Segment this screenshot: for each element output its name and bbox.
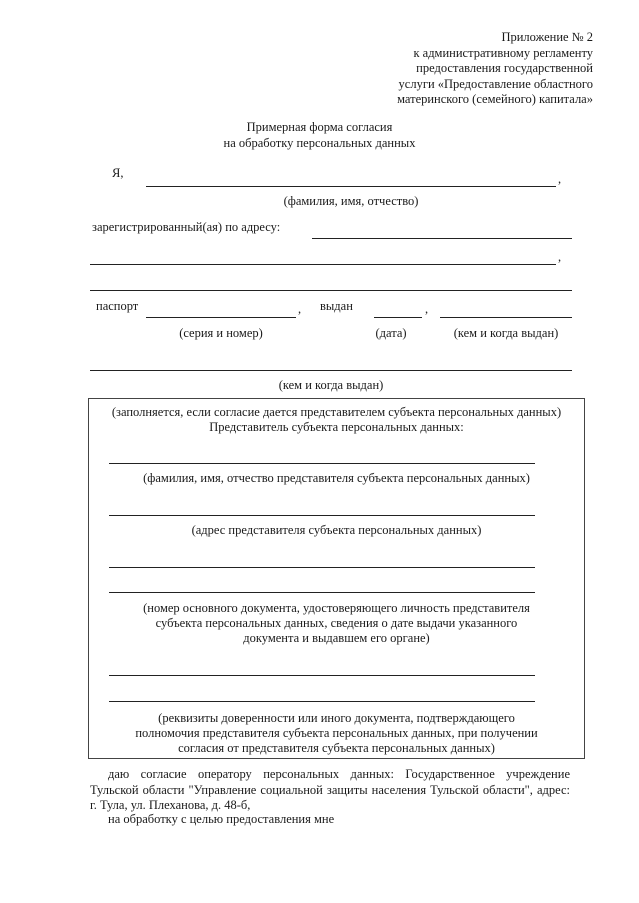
representative-box <box>88 398 585 759</box>
rep-fio-caption: (фамилия, имя, отчество представителя субъекта персональных данных) <box>143 471 530 485</box>
appendix-line-5: материнского (семейного) капитала» <box>397 92 593 106</box>
address-line-2[interactable] <box>90 264 556 265</box>
rep-doc-caption-2: субъекта персональных данных, сведения о дате выдачи указанного <box>155 616 518 630</box>
fio-caption: (фамилия, имя, отчество) <box>283 194 419 208</box>
address-line-3[interactable] <box>90 290 572 291</box>
passport-label: паспорт <box>96 299 139 313</box>
passport-date-line[interactable] <box>374 317 422 318</box>
rep-doc-caption-3: документа и выдавшем его органе) <box>243 631 430 645</box>
issuer-full-caption: (кем и когда выдан) <box>278 378 384 392</box>
fio-line[interactable] <box>146 186 556 187</box>
issued-label: выдан <box>320 299 353 313</box>
consent-text: даю согласие оператору персональных данных: Государственное учреждение Тульской области "Управление социальной защиты населения Тульской области", адрес: г. Тула, ул. Плеханова, д. 48-б, <box>90 767 570 812</box>
representative-note: (заполняется, если согласие дается представителем субъекта персональных данных) <box>111 405 562 419</box>
rep-power-caption-2: полномочия представителя субъекта персональных данных, при получении <box>135 726 538 740</box>
address-line-1[interactable] <box>312 238 572 239</box>
rep-doc-line-1[interactable] <box>109 567 535 568</box>
rep-power-caption-1: (реквизиты доверенности или иного документа, подтверждающего <box>158 711 515 725</box>
date-caption: (дата) <box>375 326 407 340</box>
fio-comma: , <box>558 172 562 186</box>
consent-purpose: на обработку с целью предоставления мне <box>108 812 335 826</box>
rep-doc-line-2[interactable] <box>109 592 535 593</box>
appendix-number: Приложение № 2 <box>501 30 593 44</box>
rep-doc-caption-1: (номер основного документа, удостоверяющего личность представителя <box>143 601 530 615</box>
representative-heading: Представитель субъекта персональных данных: <box>209 420 464 434</box>
form-title-line-2: на обработку персональных данных <box>223 135 416 150</box>
ya-label: Я, <box>112 166 124 180</box>
passport-series-line[interactable] <box>146 317 296 318</box>
issuer-caption: (кем и когда выдан) <box>453 326 559 340</box>
appendix-line-2: к административному регламенту <box>413 45 593 60</box>
rep-fio-line[interactable] <box>109 463 535 464</box>
form-title <box>0 120 639 151</box>
rep-address-caption: (адрес представителя субъекта персональных данных) <box>191 523 482 537</box>
series-caption: (серия и номер) <box>179 326 263 340</box>
date-comma: , <box>425 302 429 316</box>
rep-power-caption-3: согласия от представителя субъекта персональных данных) <box>178 741 495 755</box>
address-comma: , <box>558 250 562 264</box>
rep-address-line[interactable] <box>109 515 535 516</box>
form-title-line-1: Примерная форма согласия <box>246 120 393 134</box>
rep-power-line-1[interactable] <box>109 675 535 676</box>
appendix-line-4: услуги «Предоставление областного <box>398 76 593 91</box>
passport-issuer-line[interactable] <box>440 317 572 318</box>
passport-comma: , <box>298 302 302 316</box>
appendix-header <box>397 30 593 108</box>
appendix-line-3: предоставления государственной <box>416 61 593 75</box>
registered-label: зарегистрированный(ая) по адресу: <box>92 220 281 234</box>
rep-power-line-2[interactable] <box>109 701 535 702</box>
issuer-full-line[interactable] <box>90 370 572 371</box>
